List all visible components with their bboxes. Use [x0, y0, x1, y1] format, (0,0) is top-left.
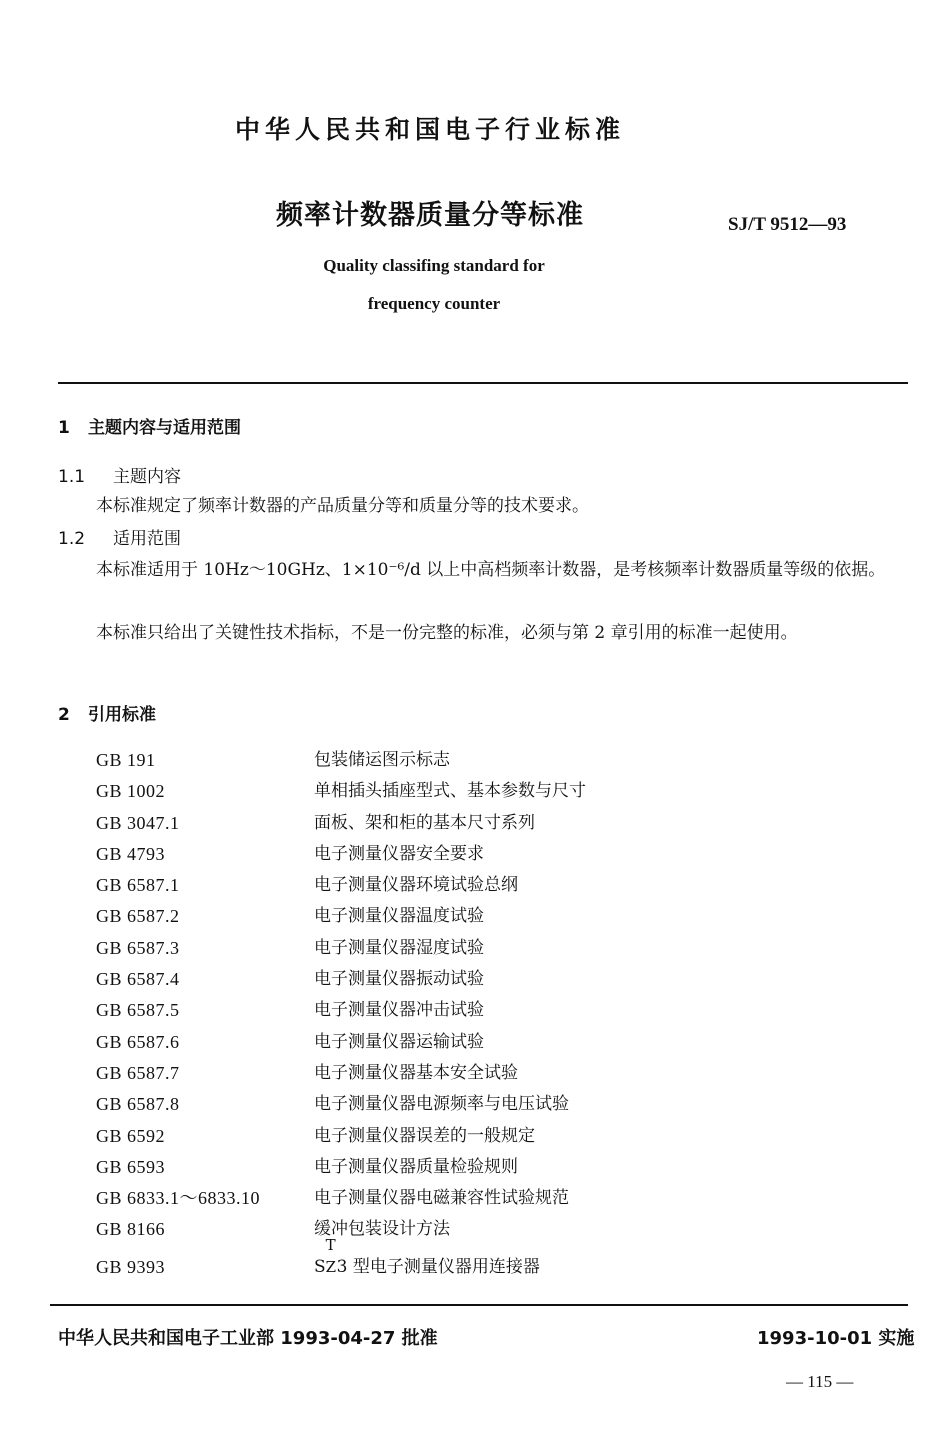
- approval-note: 中华人民共和国电子工业部 1993-04-27 批准: [58, 1328, 438, 1349]
- reference-code: GB 4793: [96, 843, 166, 864]
- document-number: SJ/T 9512—93: [728, 214, 847, 235]
- reference-code: GB 6592: [96, 1125, 166, 1146]
- reference-list: [96, 745, 796, 1286]
- reference-row: [96, 870, 796, 901]
- reference-title: 电子测量仪器质量检验规则: [314, 1156, 518, 1177]
- reference-row: [96, 745, 796, 776]
- reference-code: GB 6587.1: [96, 875, 180, 896]
- reference-row: [96, 1027, 796, 1058]
- subsection-1-2-title: 适用范围: [113, 529, 181, 549]
- reference-code: GB 6587.4: [96, 969, 180, 990]
- reference-row: [96, 776, 796, 807]
- reference-title: 电子测量仪器振动试验: [314, 969, 484, 990]
- footer-divider: [50, 1304, 908, 1306]
- subsection-1-1-number: 1.1: [58, 467, 86, 487]
- reference-title: 电子测量仪器安全要求: [314, 843, 484, 864]
- reference-row: [96, 839, 796, 870]
- section-1-heading: [58, 413, 241, 438]
- section-2-title: 引用标准: [88, 705, 156, 725]
- reference-title: 电子测量仪器电源频率与电压试验: [314, 1094, 569, 1115]
- reference-title: 电子测量仪器冲击试验: [314, 1000, 484, 1021]
- reference-row: [96, 1121, 796, 1152]
- connector-type-rest: 3 型电子测量仪器用连接器: [336, 1256, 540, 1277]
- reference-row: [96, 1214, 796, 1245]
- reference-code: GB 6833.1～6833.10: [96, 1188, 261, 1209]
- subsection-1-2-number: 1.2: [58, 529, 86, 549]
- reference-title: 电子测量仪器湿度试验: [314, 937, 484, 958]
- reference-row: [96, 1152, 796, 1183]
- reference-title: 包装储运图示标志: [314, 750, 450, 770]
- implementation-date: 1993-10-01 实施: [757, 1328, 915, 1349]
- english-title-line2: frequency counter: [367, 294, 501, 313]
- reference-code: GB 6587.7: [96, 1062, 180, 1083]
- reference-code: GB 6587.6: [96, 1031, 180, 1052]
- subsection-1-1-text: 本标准规定了频率计数器的产品质量分等和质量分等的技术要求。: [96, 496, 589, 516]
- reference-code: GB 1002: [96, 781, 166, 802]
- document-title: 频率计数器质量分等标准: [276, 200, 584, 231]
- section-2-heading: [58, 700, 156, 725]
- connector-type-subscript: Z: [325, 1257, 337, 1276]
- reference-title: 单相插头插座型式、基本参数与尺寸: [314, 781, 586, 802]
- reference-title: 电子测量仪器基本安全试验: [314, 1062, 518, 1083]
- english-title-line1: Quality classifing standard for: [323, 256, 545, 275]
- reference-code: GB 6587.5: [96, 1000, 180, 1021]
- section-1-number: 1: [58, 418, 70, 438]
- reference-row: [96, 808, 796, 839]
- reference-row: [96, 964, 796, 995]
- reference-code: GB 6593: [96, 1156, 166, 1177]
- reference-row: [96, 933, 796, 964]
- page-number: — 115 —: [786, 1372, 854, 1391]
- reference-title: 电子测量仪器温度试验: [314, 906, 484, 927]
- section-2-number: 2: [58, 705, 70, 725]
- subsection-1-2-heading: [58, 524, 181, 549]
- reference-code: GB 9393: [96, 1256, 166, 1277]
- subsection-1-2-text-2: 本标准只给出了关键性技术指标，不是一份完整的标准，必须与第 2 章引用的标准一起使用。: [96, 623, 798, 643]
- reference-code: GB 6587.2: [96, 906, 180, 927]
- reference-title: 电子测量仪器环境试验总纲: [314, 875, 518, 896]
- standard-body-heading: 中华人民共和国电子行业标准: [234, 115, 625, 144]
- subsection-1-1-heading: [58, 462, 181, 487]
- connector-type-superscript: T: [325, 1235, 336, 1254]
- section-1-title: 主题内容与适用范围: [88, 418, 241, 438]
- reference-row: [96, 1058, 796, 1089]
- reference-code: GB 6587.8: [96, 1094, 180, 1115]
- reference-title: 电子测量仪器运输试验: [314, 1031, 484, 1052]
- reference-code: GB 191: [96, 750, 156, 770]
- reference-title: [314, 1235, 540, 1283]
- reference-title: 面板、架和柜的基本尺寸系列: [314, 812, 535, 833]
- subsection-1-2-text-1: 本标准适用于 10Hz～10GHz、1×10⁻⁶/d 以上中高档频率计数器，是考核频率计数器质量等级的依据。: [96, 560, 886, 580]
- reference-row: [96, 1235, 796, 1286]
- reference-code: GB 8166: [96, 1219, 166, 1240]
- reference-row: [96, 995, 796, 1026]
- subsection-1-1-title: 主题内容: [113, 467, 181, 487]
- reference-title: 电子测量仪器误差的一般规定: [314, 1125, 535, 1146]
- header-divider: [58, 382, 908, 384]
- connector-type-prefix: S: [314, 1256, 326, 1277]
- reference-title: 缓冲包装设计方法: [314, 1219, 450, 1240]
- reference-row: [96, 1183, 796, 1214]
- reference-code: GB 6587.3: [96, 937, 180, 958]
- reference-row: [96, 1089, 796, 1120]
- reference-row: [96, 901, 796, 932]
- reference-code: GB 3047.1: [96, 812, 180, 833]
- reference-title: 电子测量仪器电磁兼容性试验规范: [314, 1188, 569, 1209]
